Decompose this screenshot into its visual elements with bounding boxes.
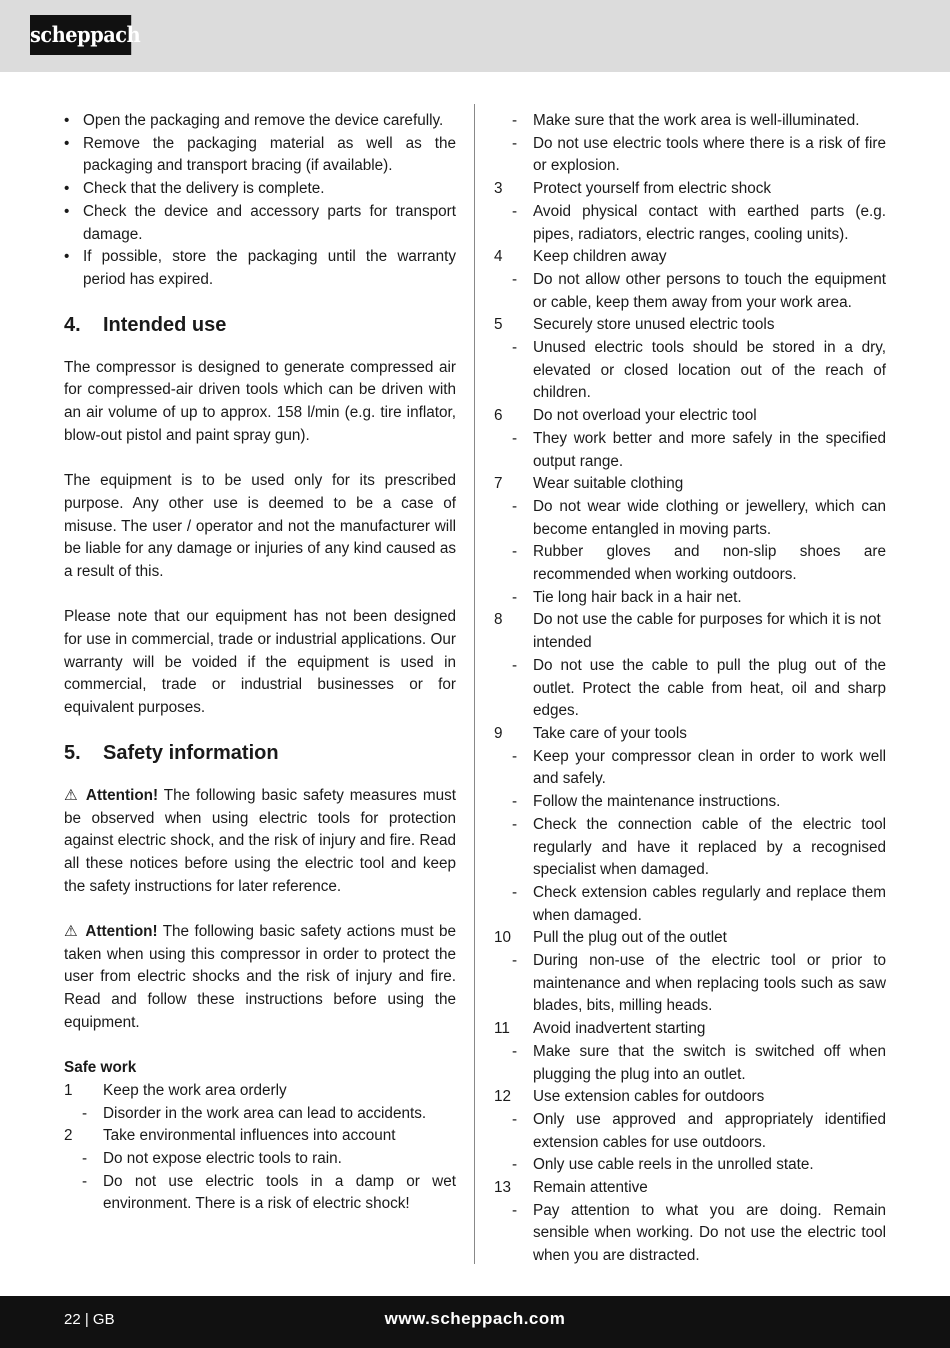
item-title: Pull the plug out of the outlet: [533, 929, 727, 947]
numbered-item: [494, 723, 886, 746]
header-bar: [0, 0, 950, 72]
dash-point: - Make sure that the switch is switched off when plugging the plug into an outlet.: [512, 1042, 886, 1083]
attention-text: The following basic safety actions must be taken when using this compressor in order to protect the user from electric shocks and the risk of injury and fire. Read and follow these instructions before using the equipment.: [64, 923, 457, 1031]
numbered-item: [494, 405, 886, 428]
section-title: Safety information: [103, 741, 279, 764]
column-divider: [474, 104, 475, 1264]
page-number: 22 | GB: [64, 1311, 115, 1328]
unpacking-list: [64, 110, 456, 292]
safe-work-heading: Safe work: [64, 1059, 137, 1077]
section-number: 4.: [64, 313, 81, 336]
section-title: Intended use: [103, 313, 227, 336]
item-title: Wear suitable clothing: [533, 475, 684, 493]
numbered-item: [494, 927, 886, 950]
item-number: 4: [494, 248, 503, 266]
dash-point: - Do not use electric tools where there is a risk of fire or explosion.: [512, 134, 886, 175]
list-item: • Remove the packaging material as well as the packaging and transport bracing (if available).: [64, 133, 456, 178]
paragraph: The compressor is designed to generate compressed air for compressed-air driven tools which can be driven with an air volume of up to approx. 158 l/min (e.g. tire inflator, blow-out pistol and paint spray gun).: [64, 358, 456, 444]
numbered-item: [494, 178, 886, 201]
list-item: • Check that the delivery is complete.: [64, 178, 456, 201]
numbered-item: [64, 1125, 456, 1148]
item-number: 12: [494, 1088, 512, 1106]
dash-point: - Avoid physical contact with earthed parts (e.g. pipes, radiators, electric ranges, cooling units).: [512, 202, 886, 243]
numbered-item: [494, 1018, 886, 1041]
item-title: Take care of your tools: [533, 724, 687, 742]
item-number: 11: [494, 1020, 510, 1038]
dash-point: - Do not expose electric tools to rain.: [82, 1150, 342, 1168]
dash-point: - Rubber gloves and non-slip shoes are recommended when working outdoors.: [512, 543, 886, 584]
item-title: Avoid inadvertent starting: [533, 1020, 706, 1038]
item-number: 13: [494, 1179, 512, 1197]
list-item: • If possible, store the packaging until the warranty period has expired.: [64, 246, 456, 291]
numbered-item: [494, 314, 886, 337]
dash-point: - Do not wear wide clothing or jewellery, which can become entangled in moving parts.: [512, 497, 886, 538]
numbered-item: [494, 246, 886, 269]
attention-notice: [64, 785, 456, 899]
section-heading-safety: [64, 740, 456, 766]
item-number: 3: [494, 180, 503, 198]
paragraph: The equipment is to be used only for its prescribed purpose. Any other use is deemed to be a case of misuse. The user / operator and not the manufacturer will be liable for any damage or injuries of any kind caused as a result of this.: [64, 472, 456, 580]
attention-notice: [64, 921, 456, 1035]
left-column: [64, 110, 456, 1216]
right-column: [494, 110, 886, 1268]
item-title: Use extension cables for outdoors: [533, 1088, 765, 1106]
item-title: Keep the work area orderly: [103, 1081, 287, 1099]
warning-icon: ⚠: [64, 786, 78, 804]
dash-point: - Do not use the cable to pull the plug out of the outlet. Protect the cable from heat, oil and sharp edges.: [512, 656, 886, 720]
item-number: 1: [64, 1081, 73, 1099]
dash-point: - Only use approved and appropriately identified extension cables for use outdoors.: [512, 1110, 886, 1151]
dash-point: - Only use cable reels in the unrolled state.: [512, 1156, 814, 1174]
dash-point: - Pay attention to what you are doing. Remain sensible when working. Do not use the electric tool when you are distracted.: [512, 1201, 886, 1265]
numbered-item: [494, 1177, 886, 1200]
section-number: 5.: [64, 741, 81, 764]
dash-point: - Make sure that the work area is well-illuminated.: [512, 112, 860, 129]
dash-point: - Disorder in the work area can lead to accidents.: [82, 1104, 427, 1122]
item-title: Securely store unused electric tools: [533, 316, 775, 334]
section-heading-intended-use: [64, 312, 456, 338]
attention-label: Attention!: [85, 923, 158, 941]
item-number: 10: [494, 929, 512, 947]
attention-label: Attention!: [85, 786, 159, 804]
dash-point: - Do not use electric tools in a damp or wet environment. There is a risk of electric shock!: [82, 1172, 456, 1213]
dash-point: - Tie long hair back in a hair net.: [512, 588, 742, 606]
item-title: Take environmental influences into account: [103, 1127, 396, 1145]
dash-point: - Keep your compressor clean in order to work well and safely.: [512, 747, 886, 788]
footer-bar: [0, 1296, 950, 1348]
item-title: Keep children away: [533, 248, 667, 266]
warning-icon: ⚠: [64, 923, 78, 941]
scheppach-logo: scheppach: [30, 15, 131, 55]
item-number: 7: [494, 475, 503, 493]
dash-point: - During non-use of the electric tool or prior to maintenance and when replacing tools such as saw blades, bits, milling heads.: [512, 952, 886, 1015]
dash-point: - They work better and more safely in the specified output range.: [512, 429, 886, 470]
dash-point: - Check the connection cable of the electric tool regularly and have it replaced by a recognised specialist when damaged.: [512, 815, 886, 879]
item-title: Do not use the cable for purposes for which it is not intended: [533, 611, 881, 652]
website-link[interactable]: www.scheppach.com: [384, 1309, 566, 1328]
right-items-list: [494, 178, 886, 1268]
item-number: 8: [494, 611, 503, 629]
list-item: • Check the device and accessory parts for transport damage.: [64, 201, 456, 246]
dash-point: - Do not allow other persons to touch the equipment or cable, keep them away from your work area.: [512, 270, 886, 311]
item-title: Remain attentive: [533, 1179, 648, 1197]
dash-point: - Check extension cables regularly and replace them when damaged.: [512, 883, 886, 924]
item-number: 6: [494, 407, 503, 425]
numbered-item: [64, 1080, 456, 1103]
numbered-item: [494, 609, 886, 654]
list-item: • Open the packaging and remove the device carefully.: [64, 110, 456, 133]
dash-point: - Unused electric tools should be stored in a dry, elevated or closed location out of the reach of children.: [512, 339, 886, 402]
numbered-item: [494, 473, 886, 496]
item-title: Protect yourself from electric shock: [533, 180, 772, 198]
attention-text: The following basic safety measures must be observed when using electric tools for protection against electric shock, and the risk of injury and fire. Read all these notices before using the electric tool and keep the safety instructions for later reference.: [64, 786, 456, 895]
item-number: 5: [494, 316, 503, 334]
item-title: Do not overload your electric tool: [533, 407, 757, 425]
dash-point: - Follow the maintenance instructions.: [512, 793, 781, 811]
item-number: 2: [64, 1127, 73, 1145]
paragraph: Please note that our equipment has not been designed for use in commercial, trade or industrial applications. Our warranty will be voided if the equipment is used in commercial, trade or industrial businesses or for equivalent purposes.: [64, 608, 456, 717]
item-number: 9: [494, 724, 503, 742]
numbered-item: [494, 1086, 886, 1109]
